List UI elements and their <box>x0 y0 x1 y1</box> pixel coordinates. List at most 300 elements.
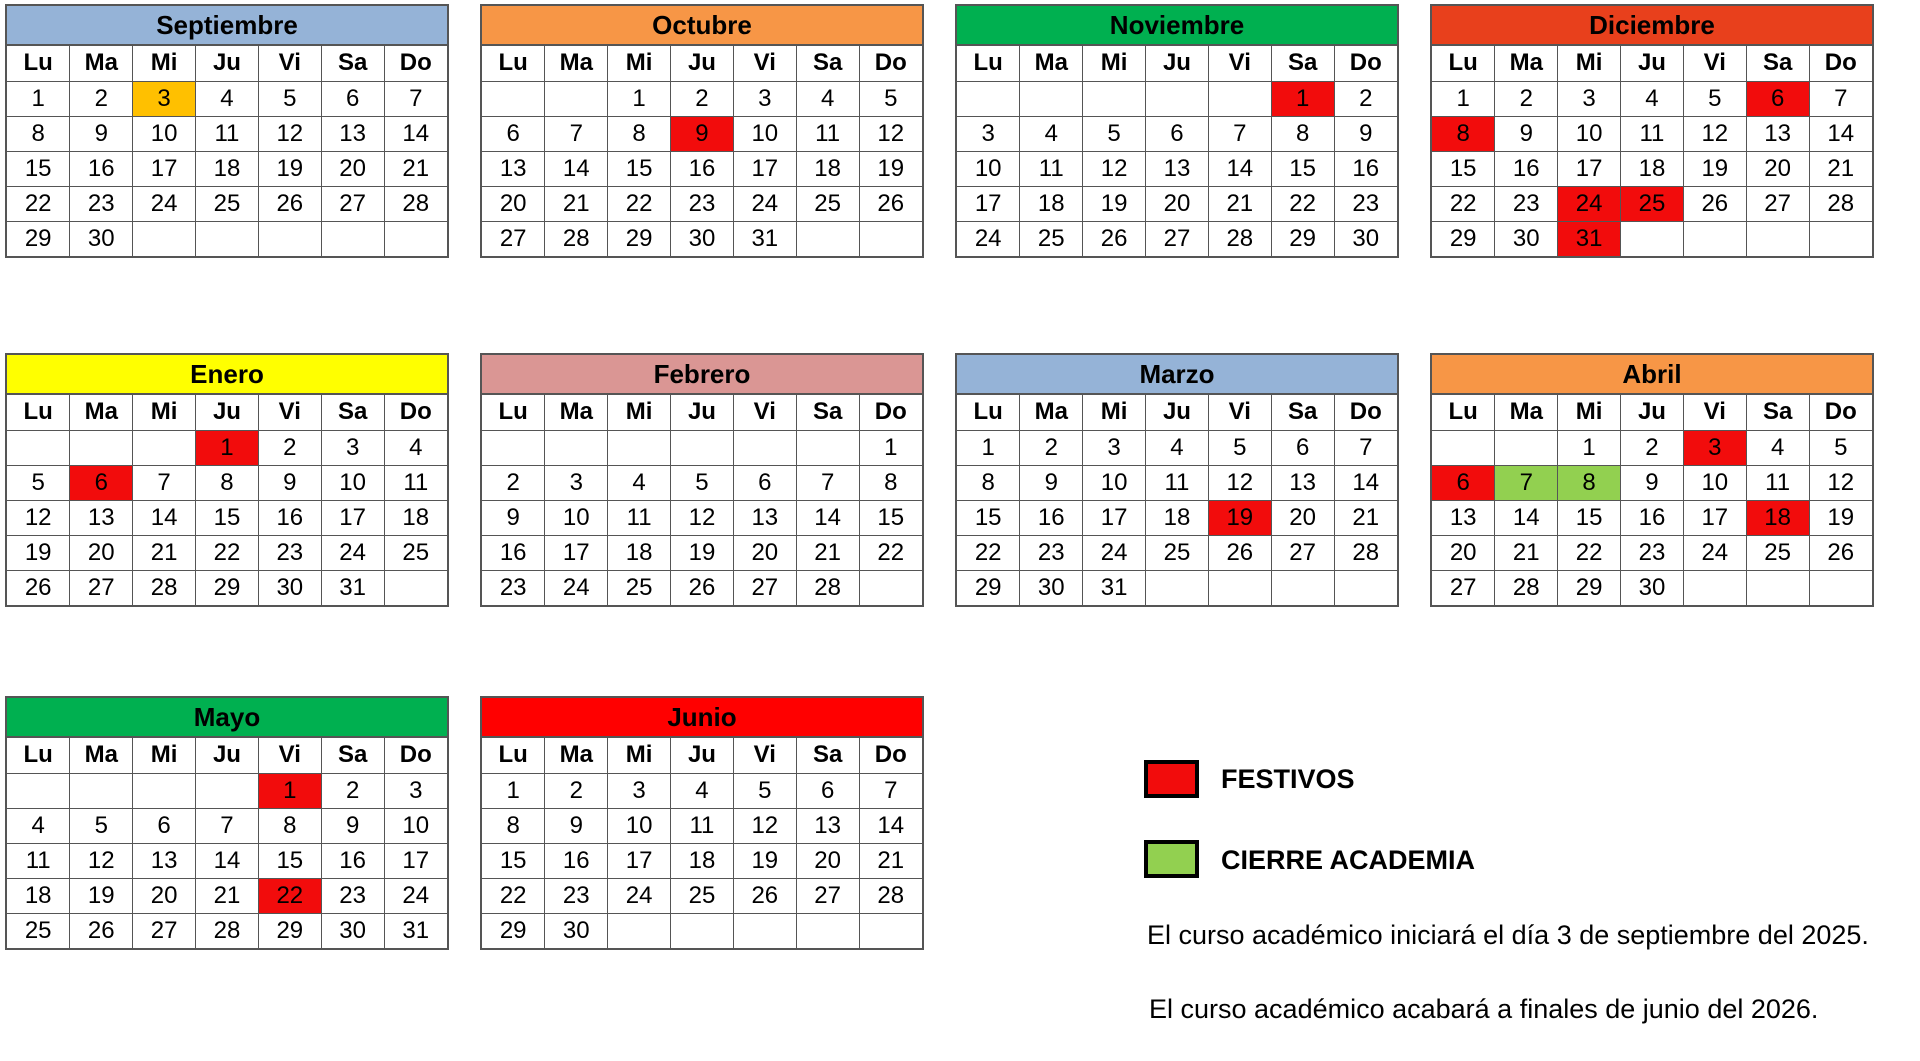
day-cell: 2 <box>1495 81 1558 116</box>
day-cell: 12 <box>1809 465 1872 500</box>
day-cell: 7 <box>1208 116 1271 151</box>
weekday-header: Do <box>1809 395 1872 430</box>
day-cell: 30 <box>258 570 321 605</box>
empty-cell <box>796 913 859 948</box>
empty-cell <box>70 430 133 465</box>
weekday-header: Mi <box>608 395 671 430</box>
weekday-header: Ma <box>545 738 608 773</box>
day-cell: 22 <box>196 535 259 570</box>
week-row <box>7 570 447 605</box>
empty-cell <box>70 773 133 808</box>
day-cell: 2 <box>321 773 384 808</box>
empty-cell <box>133 773 196 808</box>
weekday-header: Ma <box>545 46 608 81</box>
weekday-header: Vi <box>258 46 321 81</box>
empty-cell <box>608 430 671 465</box>
day-cell: 21 <box>1334 500 1397 535</box>
day-cell: 20 <box>70 535 133 570</box>
empty-cell <box>1683 221 1746 256</box>
week-row <box>7 81 447 116</box>
day-cell: 22 <box>1432 186 1495 221</box>
weekday-header: Lu <box>482 46 545 81</box>
day-cell: 18 <box>1020 186 1083 221</box>
day-cell: 28 <box>545 221 608 256</box>
day-cell: 29 <box>1432 221 1495 256</box>
weekday-header: Mi <box>608 46 671 81</box>
day-cell: 17 <box>321 500 384 535</box>
day-cell-festivo: 6 <box>1432 465 1495 500</box>
day-cell: 11 <box>1146 465 1209 500</box>
month-title: Febrero <box>482 355 922 395</box>
day-cell: 10 <box>384 808 447 843</box>
empty-cell <box>796 430 859 465</box>
day-cell-cierre: 8 <box>1558 465 1621 500</box>
weekday-header: Mi <box>1083 46 1146 81</box>
day-cell: 13 <box>321 116 384 151</box>
week-row <box>1432 535 1872 570</box>
week-row <box>7 221 447 256</box>
empty-cell <box>859 913 922 948</box>
week-row <box>7 465 447 500</box>
day-cell: 26 <box>258 186 321 221</box>
day-cell: 13 <box>1271 465 1334 500</box>
day-cell: 14 <box>384 116 447 151</box>
day-cell-cierre: 7 <box>1495 465 1558 500</box>
day-cell: 6 <box>796 773 859 808</box>
day-cell: 4 <box>796 81 859 116</box>
day-cell: 25 <box>7 913 70 948</box>
week-row <box>7 151 447 186</box>
day-cell: 27 <box>133 913 196 948</box>
weekday-header: Do <box>384 738 447 773</box>
day-cell: 12 <box>1083 151 1146 186</box>
weekday-header: Vi <box>258 738 321 773</box>
day-cell: 30 <box>70 221 133 256</box>
day-cell: 13 <box>1432 500 1495 535</box>
day-cell: 23 <box>70 186 133 221</box>
day-cell: 8 <box>1271 116 1334 151</box>
day-cell: 20 <box>796 843 859 878</box>
day-cell: 28 <box>133 570 196 605</box>
weekday-header: Ma <box>1495 46 1558 81</box>
month-title: Octubre <box>482 6 922 46</box>
day-cell: 28 <box>196 913 259 948</box>
weekday-header: Lu <box>1432 395 1495 430</box>
month-table <box>1432 46 1872 256</box>
weekday-header: Sa <box>321 738 384 773</box>
day-cell: 26 <box>859 186 922 221</box>
day-cell: 10 <box>545 500 608 535</box>
note-inicio: El curso académico iniciará el día 3 de septiembre del 2025. <box>1147 920 1869 950</box>
day-cell: 10 <box>957 151 1020 186</box>
day-cell: 20 <box>482 186 545 221</box>
day-cell: 20 <box>1271 500 1334 535</box>
empty-cell <box>1334 570 1397 605</box>
day-cell-festivo: 22 <box>258 878 321 913</box>
day-cell: 23 <box>482 570 545 605</box>
day-cell: 1 <box>859 430 922 465</box>
day-cell: 7 <box>196 808 259 843</box>
day-cell: 5 <box>1809 430 1872 465</box>
week-row <box>482 116 922 151</box>
day-cell: 28 <box>384 186 447 221</box>
month-junio <box>480 696 924 950</box>
day-cell: 9 <box>1334 116 1397 151</box>
day-cell: 31 <box>733 221 796 256</box>
empty-cell <box>859 221 922 256</box>
week-row <box>482 151 922 186</box>
day-cell: 2 <box>1334 81 1397 116</box>
week-row <box>957 81 1397 116</box>
day-cell: 21 <box>1809 151 1872 186</box>
empty-cell <box>7 430 70 465</box>
weekday-header: Vi <box>1208 46 1271 81</box>
empty-cell <box>1746 570 1809 605</box>
day-cell: 24 <box>733 186 796 221</box>
day-cell: 3 <box>321 430 384 465</box>
day-cell: 17 <box>1083 500 1146 535</box>
day-cell: 17 <box>545 535 608 570</box>
month-table <box>7 395 447 605</box>
day-cell: 16 <box>1020 500 1083 535</box>
day-cell-festivo: 18 <box>1746 500 1809 535</box>
week-row <box>482 808 922 843</box>
day-cell-festivo: 1 <box>196 430 259 465</box>
day-cell-inicio: 3 <box>133 81 196 116</box>
weekday-header: Ma <box>545 395 608 430</box>
day-cell: 6 <box>1271 430 1334 465</box>
week-row <box>1432 500 1872 535</box>
day-cell: 18 <box>1146 500 1209 535</box>
day-cell: 26 <box>1683 186 1746 221</box>
weekday-header: Mi <box>133 395 196 430</box>
day-cell: 4 <box>1621 81 1684 116</box>
day-cell: 10 <box>321 465 384 500</box>
month-title: Abril <box>1432 355 1872 395</box>
day-cell: 16 <box>545 843 608 878</box>
day-cell: 9 <box>1495 116 1558 151</box>
week-row <box>957 535 1397 570</box>
day-cell: 24 <box>957 221 1020 256</box>
day-cell: 13 <box>482 151 545 186</box>
day-cell: 25 <box>1146 535 1209 570</box>
weekday-header-row <box>1432 46 1872 81</box>
day-cell: 9 <box>1020 465 1083 500</box>
day-cell: 12 <box>1208 465 1271 500</box>
weekday-header: Sa <box>1271 46 1334 81</box>
day-cell: 24 <box>608 878 671 913</box>
weekday-header: Ma <box>1495 395 1558 430</box>
weekday-header: Mi <box>1558 395 1621 430</box>
day-cell: 19 <box>671 535 734 570</box>
day-cell: 16 <box>671 151 734 186</box>
day-cell: 2 <box>671 81 734 116</box>
day-cell: 16 <box>70 151 133 186</box>
week-row <box>957 151 1397 186</box>
day-cell: 7 <box>1334 430 1397 465</box>
day-cell: 15 <box>859 500 922 535</box>
day-cell: 5 <box>1683 81 1746 116</box>
day-cell: 13 <box>733 500 796 535</box>
day-cell: 17 <box>133 151 196 186</box>
day-cell: 17 <box>733 151 796 186</box>
weekday-header: Ma <box>70 46 133 81</box>
month-title: Noviembre <box>957 6 1397 46</box>
week-row <box>957 570 1397 605</box>
week-row <box>957 186 1397 221</box>
week-row <box>1432 465 1872 500</box>
day-cell: 18 <box>7 878 70 913</box>
week-row <box>1432 116 1872 151</box>
week-row <box>482 81 922 116</box>
empty-cell <box>1020 81 1083 116</box>
day-cell: 11 <box>196 116 259 151</box>
empty-cell <box>133 430 196 465</box>
day-cell: 14 <box>545 151 608 186</box>
day-cell: 28 <box>796 570 859 605</box>
day-cell: 8 <box>859 465 922 500</box>
weekday-header-row <box>957 46 1397 81</box>
week-row <box>482 465 922 500</box>
weekday-header-row <box>482 738 922 773</box>
day-cell: 14 <box>859 808 922 843</box>
weekday-header: Mi <box>608 738 671 773</box>
day-cell: 2 <box>545 773 608 808</box>
day-cell: 4 <box>608 465 671 500</box>
month-title: Marzo <box>957 355 1397 395</box>
day-cell: 20 <box>133 878 196 913</box>
day-cell: 11 <box>1746 465 1809 500</box>
day-cell: 5 <box>859 81 922 116</box>
day-cell: 23 <box>1020 535 1083 570</box>
day-cell: 27 <box>1746 186 1809 221</box>
day-cell: 29 <box>258 913 321 948</box>
week-row <box>957 465 1397 500</box>
empty-cell <box>545 430 608 465</box>
day-cell: 11 <box>7 843 70 878</box>
month-mayo <box>5 696 449 950</box>
day-cell-festivo: 6 <box>1746 81 1809 116</box>
day-cell: 8 <box>957 465 1020 500</box>
day-cell: 1 <box>482 773 545 808</box>
day-cell: 15 <box>1432 151 1495 186</box>
day-cell: 8 <box>196 465 259 500</box>
day-cell: 7 <box>796 465 859 500</box>
day-cell: 10 <box>1083 465 1146 500</box>
day-cell: 5 <box>7 465 70 500</box>
day-cell: 1 <box>608 81 671 116</box>
day-cell: 23 <box>321 878 384 913</box>
day-cell: 16 <box>1495 151 1558 186</box>
day-cell: 27 <box>1432 570 1495 605</box>
day-cell: 1 <box>1432 81 1495 116</box>
day-cell: 24 <box>1683 535 1746 570</box>
weekday-header: Sa <box>321 395 384 430</box>
day-cell: 24 <box>545 570 608 605</box>
day-cell: 13 <box>70 500 133 535</box>
empty-cell <box>384 570 447 605</box>
week-row <box>482 773 922 808</box>
day-cell: 26 <box>1083 221 1146 256</box>
day-cell: 21 <box>384 151 447 186</box>
empty-cell <box>733 913 796 948</box>
day-cell: 26 <box>733 878 796 913</box>
day-cell: 3 <box>608 773 671 808</box>
day-cell: 17 <box>1558 151 1621 186</box>
day-cell: 26 <box>1208 535 1271 570</box>
weekday-header: Sa <box>321 46 384 81</box>
day-cell: 13 <box>1146 151 1209 186</box>
day-cell: 14 <box>796 500 859 535</box>
day-cell: 22 <box>859 535 922 570</box>
day-cell: 4 <box>1746 430 1809 465</box>
empty-cell <box>733 430 796 465</box>
weekday-header-row <box>7 395 447 430</box>
week-row <box>7 430 447 465</box>
weekday-header: Lu <box>7 46 70 81</box>
day-cell: 5 <box>1208 430 1271 465</box>
day-cell: 1 <box>7 81 70 116</box>
day-cell: 19 <box>1809 500 1872 535</box>
week-row <box>1432 81 1872 116</box>
day-cell: 15 <box>482 843 545 878</box>
day-cell: 30 <box>1495 221 1558 256</box>
day-cell: 19 <box>733 843 796 878</box>
weekday-header: Sa <box>796 395 859 430</box>
weekday-header: Ju <box>1621 395 1684 430</box>
day-cell: 26 <box>70 913 133 948</box>
day-cell: 8 <box>258 808 321 843</box>
month-table <box>7 738 447 948</box>
day-cell: 19 <box>1083 186 1146 221</box>
day-cell: 9 <box>321 808 384 843</box>
day-cell: 9 <box>258 465 321 500</box>
empty-cell <box>321 221 384 256</box>
weekday-header: Vi <box>733 46 796 81</box>
day-cell: 3 <box>1083 430 1146 465</box>
day-cell: 12 <box>70 843 133 878</box>
day-cell: 29 <box>1558 570 1621 605</box>
day-cell: 19 <box>859 151 922 186</box>
week-row <box>957 430 1397 465</box>
week-row <box>7 186 447 221</box>
day-cell: 29 <box>482 913 545 948</box>
day-cell: 3 <box>1558 81 1621 116</box>
empty-cell <box>1809 570 1872 605</box>
empty-cell <box>1683 570 1746 605</box>
week-row <box>1432 430 1872 465</box>
day-cell-festivo: 1 <box>258 773 321 808</box>
day-cell: 12 <box>7 500 70 535</box>
day-cell: 9 <box>482 500 545 535</box>
empty-cell <box>258 221 321 256</box>
week-row <box>7 500 447 535</box>
day-cell: 12 <box>671 500 734 535</box>
day-cell-festivo: 9 <box>671 116 734 151</box>
weekday-header: Ju <box>1621 46 1684 81</box>
day-cell: 30 <box>1621 570 1684 605</box>
month-abril <box>1430 353 1874 607</box>
day-cell: 24 <box>384 878 447 913</box>
weekday-header: Vi <box>258 395 321 430</box>
week-row <box>7 808 447 843</box>
weekday-header: Ju <box>1146 395 1209 430</box>
weekday-header: Ju <box>671 738 734 773</box>
month-title: Enero <box>7 355 447 395</box>
day-cell: 17 <box>384 843 447 878</box>
day-cell: 27 <box>70 570 133 605</box>
month-febrero <box>480 353 924 607</box>
day-cell: 9 <box>70 116 133 151</box>
weekday-header: Vi <box>1208 395 1271 430</box>
day-cell: 17 <box>1683 500 1746 535</box>
month-marzo <box>955 353 1399 607</box>
month-table <box>957 395 1397 605</box>
day-cell: 12 <box>859 116 922 151</box>
day-cell: 16 <box>1621 500 1684 535</box>
day-cell: 21 <box>796 535 859 570</box>
empty-cell <box>1146 570 1209 605</box>
empty-cell <box>1146 81 1209 116</box>
week-row <box>482 186 922 221</box>
day-cell: 11 <box>608 500 671 535</box>
day-cell: 4 <box>1020 116 1083 151</box>
day-cell: 26 <box>7 570 70 605</box>
day-cell: 4 <box>196 81 259 116</box>
week-row <box>482 913 922 948</box>
day-cell: 25 <box>196 186 259 221</box>
empty-cell <box>671 913 734 948</box>
day-cell: 30 <box>321 913 384 948</box>
month-title: Mayo <box>7 698 447 738</box>
day-cell-festivo: 6 <box>70 465 133 500</box>
day-cell: 6 <box>482 116 545 151</box>
day-cell: 13 <box>1746 116 1809 151</box>
day-cell: 9 <box>1621 465 1684 500</box>
day-cell: 12 <box>1683 116 1746 151</box>
day-cell: 16 <box>1334 151 1397 186</box>
note-fin: El curso académico acabará a finales de junio del 2026. <box>1149 994 1819 1024</box>
day-cell: 17 <box>957 186 1020 221</box>
month-table <box>7 46 447 256</box>
day-cell: 18 <box>796 151 859 186</box>
day-cell: 13 <box>133 843 196 878</box>
weekday-header-row <box>482 395 922 430</box>
day-cell: 14 <box>1809 116 1872 151</box>
empty-cell <box>957 81 1020 116</box>
weekday-header: Ma <box>70 395 133 430</box>
day-cell: 28 <box>1809 186 1872 221</box>
week-row <box>482 430 922 465</box>
month-table <box>482 46 922 256</box>
day-cell: 15 <box>7 151 70 186</box>
week-row <box>482 535 922 570</box>
day-cell: 21 <box>545 186 608 221</box>
empty-cell <box>796 221 859 256</box>
day-cell: 2 <box>70 81 133 116</box>
day-cell: 11 <box>671 808 734 843</box>
weekday-header: Ma <box>1020 395 1083 430</box>
empty-cell <box>482 430 545 465</box>
week-row <box>482 500 922 535</box>
day-cell: 5 <box>671 465 734 500</box>
day-cell: 8 <box>7 116 70 151</box>
day-cell: 7 <box>133 465 196 500</box>
day-cell: 15 <box>258 843 321 878</box>
weekday-header: Lu <box>957 46 1020 81</box>
weekday-header: Ju <box>671 395 734 430</box>
day-cell: 27 <box>796 878 859 913</box>
